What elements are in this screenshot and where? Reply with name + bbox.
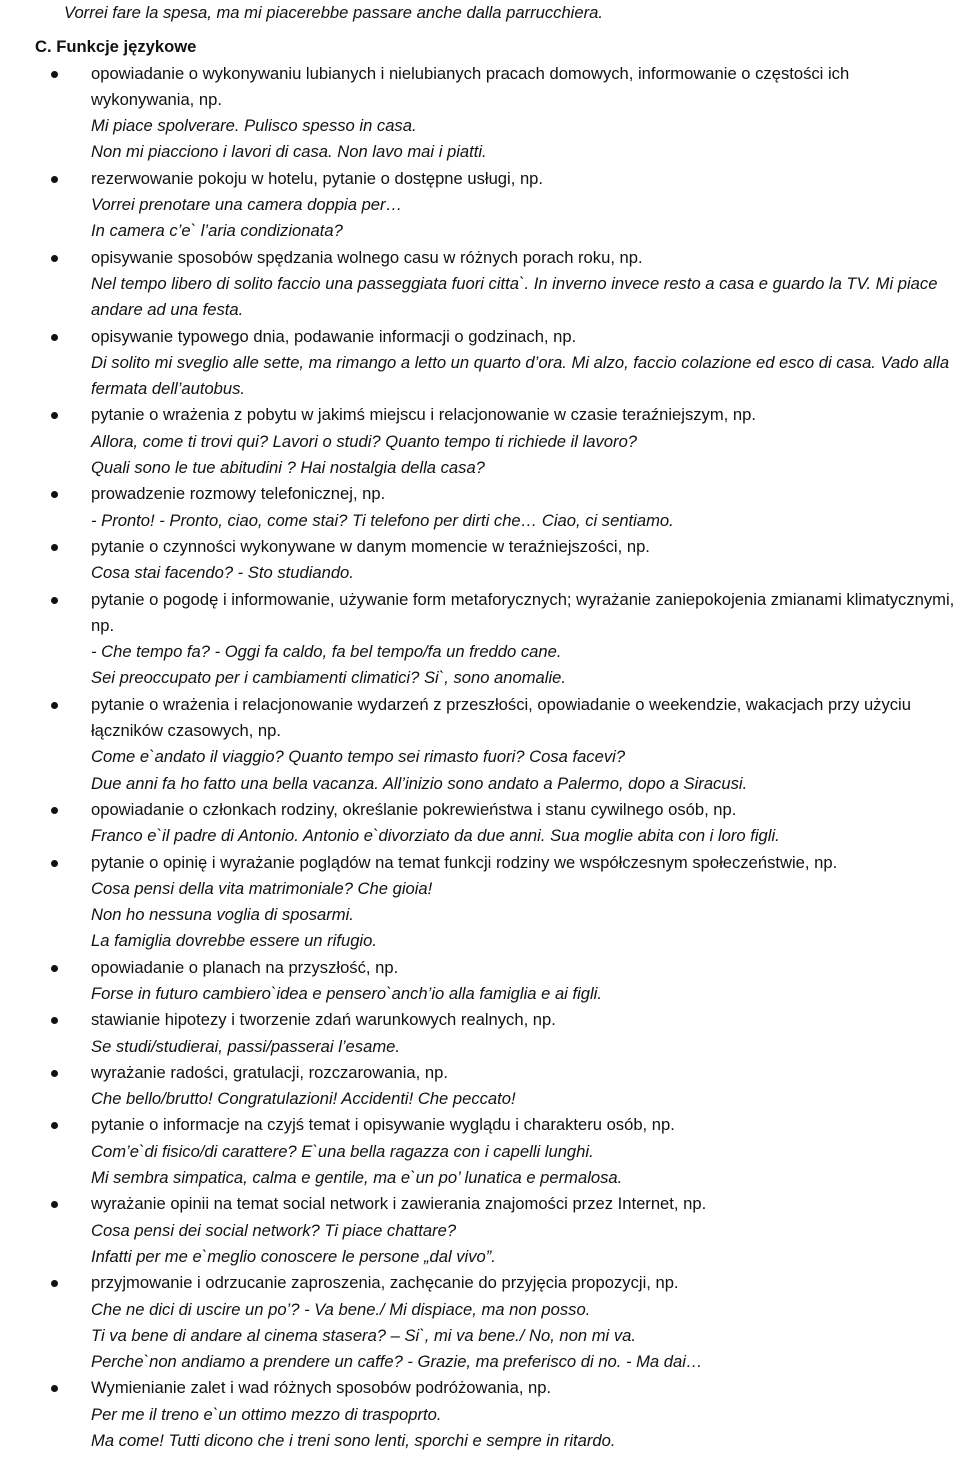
bullet-icon — [51, 255, 58, 262]
example-sentence: Franco e`il padre di Antonio. Antonio e`divorziato da due anni. Sua moglie abita con i loro figli. — [91, 826, 780, 846]
example-sentence: Ma come! Tutti dicono che i treni sono lenti, sporchi e sempre in ritardo. — [91, 1431, 616, 1451]
example-sentence: Mi piace spolverare. Pulisco spesso in casa. — [91, 116, 417, 136]
list-item — [0, 955, 960, 1008]
example-sentence: Se studi/studierai, passi/passerai l’esame. — [91, 1036, 400, 1056]
bullet-icon — [51, 597, 58, 604]
bullet-icon — [51, 860, 58, 867]
example-sentence: Cosa stai facendo? - Sto studiando. — [91, 563, 354, 583]
example-sentence: Vorrei prenotare una camera doppia per… — [91, 195, 403, 215]
example-sentence: Mi sembra simpatica, calma e gentile, ma e`un po’ lunatica e permalosa. — [91, 1168, 623, 1188]
example-sentence: Com’e`di fisico/di carattere? E`una bella ragazza con i capelli lunghi. — [91, 1141, 594, 1161]
bullet-icon — [51, 807, 58, 814]
list-item — [0, 1007, 960, 1060]
bullet-icon — [51, 1070, 58, 1077]
bullet-icon — [51, 71, 58, 78]
bullet-icon — [51, 1280, 58, 1287]
list-item — [0, 692, 960, 797]
bullet-icon — [51, 1201, 58, 1208]
list-item — [0, 481, 960, 534]
bullet-icon — [51, 412, 58, 419]
list-item — [0, 1112, 960, 1191]
example-sentence: Non ho nessuna voglia di sposarmi. — [91, 905, 354, 925]
topic-text: pytanie o wrażenia i relacjonowanie wydarzeń z przeszłości, opowiadanie o weekendzie, wakacjach przy użyciu łączników czasowych, np. — [91, 694, 911, 741]
topic-text: opowiadanie o planach na przyszłość, np. — [91, 957, 399, 977]
topic-text: pytanie o czynności wykonywane w danym momencie w teraźniejszości, np. — [91, 536, 650, 556]
topic-text: opisywanie typowego dnia, podawanie informacji o godzinach, np. — [91, 326, 577, 346]
bullet-icon — [51, 1017, 58, 1024]
bullet-icon — [51, 491, 58, 498]
example-sentence: - Pronto! - Pronto, ciao, come stai? Ti telefono per dirti che… Ciao, ci sentiamo. — [91, 510, 674, 530]
topic-text: prowadzenie rozmowy telefonicznej, np. — [91, 484, 386, 504]
topic-text: pytanie o pogodę i informowanie, używanie form metaforycznych; wyrażanie zaniepokojenia zmianami klimatycznymi, np. — [91, 589, 955, 635]
example-sentence: Nel tempo libero di solito faccio una passeggiata fuori citta`. In inverno invece resto a casa e guardo la TV. Mi piace andare ad una festa. — [91, 273, 938, 320]
list-item — [0, 324, 960, 403]
bullet-icon — [51, 544, 58, 551]
list-item — [0, 1270, 960, 1375]
topic-text: stawianie hipotezy i tworzenie zdań warunkowych realnych, np. — [91, 1010, 556, 1030]
list-item — [0, 1191, 960, 1270]
example-sentence: Quali sono le tue abitudini ? Hai nostalgia della casa? — [91, 458, 485, 478]
topic-text: Wymienianie zalet i wad różnych sposobów podróżowania, np. — [91, 1378, 552, 1398]
topic-text: opisywanie sposobów spędzania wolnego casu w różnych porach roku, np. — [91, 247, 643, 267]
intro-line: Vorrei fare la spesa, ma mi piacerebbe passare anche dalla parrucchiera. — [64, 3, 603, 22]
list-item — [0, 1375, 960, 1454]
topic-text: pytanie o opinię i wyrażanie poglądów na temat funkcji rodziny we współczesnym społeczeństwie, np. — [91, 852, 838, 872]
list-item — [0, 850, 960, 955]
example-sentence: La famiglia dovrebbe essere un rifugio. — [91, 931, 377, 951]
bullet-icon — [51, 176, 58, 183]
example-sentence: Cosa pensi dei social network? Ti piace chattare? — [91, 1220, 457, 1240]
topic-text: wyrażanie radości, gratulacji, rozczarowania, np. — [91, 1062, 448, 1082]
example-sentence: Sei preoccupato per i cambiamenti climatici? Si`, sono anomalie. — [91, 668, 566, 688]
bullet-icon — [51, 334, 58, 341]
example-sentence: Che bello/brutto! Congratulazioni! Accidenti! Che peccato! — [91, 1089, 516, 1109]
example-sentence: Come e`andato il viaggio? Quanto tempo sei rimasto fuori? Cosa facevi? — [91, 747, 626, 767]
topic-text: pytanie o wrażenia z pobytu w jakimś miejscu i relacjonowanie w czasie teraźniejszym, np. — [91, 405, 756, 425]
list-item — [0, 402, 960, 481]
example-sentence: Ti va bene di andare al cinema stasera? – Si`, mi va bene./ No, non mi va. — [91, 1325, 636, 1345]
example-sentence: - Che tempo fa? - Oggi fa caldo, fa bel tempo/fa un freddo cane. — [91, 642, 562, 662]
topic-text: przyjmowanie i odrzucanie zaproszenia, zachęcanie do przyjęcia propozycji, np. — [91, 1273, 679, 1293]
list-item — [0, 61, 960, 166]
section-heading: C. Funkcje językowe — [35, 37, 197, 57]
language-functions-list — [0, 61, 960, 1455]
topic-text: wyrażanie opinii na temat social network i zawierania znajomości przez Internet, np. — [91, 1194, 707, 1214]
example-sentence: Due anni fa ho fatto una bella vacanza. All’inizio sono andato a Palermo, dopo a Siracusi. — [91, 773, 748, 793]
list-item — [0, 534, 960, 587]
example-sentence: Che ne dici di uscire un po’? - Va bene./ Mi dispiace, ma non posso. — [91, 1299, 591, 1319]
example-sentence: Per me il treno e`un ottimo mezzo di traspoprto. — [91, 1404, 442, 1424]
bullet-icon — [51, 1122, 58, 1129]
list-item — [0, 245, 960, 324]
example-sentence: Perche`non andiamo a prendere un caffe? - Grazie, ma preferisco di no. - Ma dai… — [91, 1352, 703, 1372]
bullet-icon — [51, 1385, 58, 1392]
example-sentence: Cosa pensi della vita matrimoniale? Che gioia! — [91, 878, 433, 898]
bullet-icon — [51, 965, 58, 972]
example-sentence: Di solito mi sveglio alle sette, ma rimango a letto un quarto d’ora. Mi alzo, faccio colazione ed esco di casa. Vado alla fermata dell’autobus. — [91, 352, 950, 399]
example-sentence: Infatti per me e`meglio conoscere le persone „dal vivo”. — [91, 1246, 496, 1266]
example-sentence: Non mi piacciono i lavori di casa. Non lavo mai i piatti. — [91, 142, 487, 162]
bullet-icon — [51, 702, 58, 709]
list-item — [0, 166, 960, 245]
list-item — [0, 1060, 960, 1113]
example-sentence: In camera c’e` l’aria condizionata? — [91, 221, 343, 241]
topic-text: opowiadanie o członkach rodziny, określanie pokrewieństwa i stanu cywilnego osób, np. — [91, 799, 737, 819]
topic-text: pytanie o informacje na czyjś temat i opisywanie wyglądu i charakteru osób, np. — [91, 1115, 675, 1135]
topic-text: opowiadanie o wykonywaniu lubianych i nielubianych pracach domowych, informowanie o częstości ich wykonywania, np. — [91, 63, 850, 109]
example-sentence: Allora, come ti trovi qui? Lavori o studi? Quanto tempo ti richiede il lavoro? — [91, 431, 638, 451]
topic-text: rezerwowanie pokoju w hotelu, pytanie o dostępne usługi, np. — [91, 168, 544, 188]
list-item — [0, 797, 960, 850]
example-sentence: Forse in futuro cambiero`idea e pensero`anch’io alla famiglia e ai figli. — [91, 983, 602, 1003]
list-item — [0, 587, 960, 692]
